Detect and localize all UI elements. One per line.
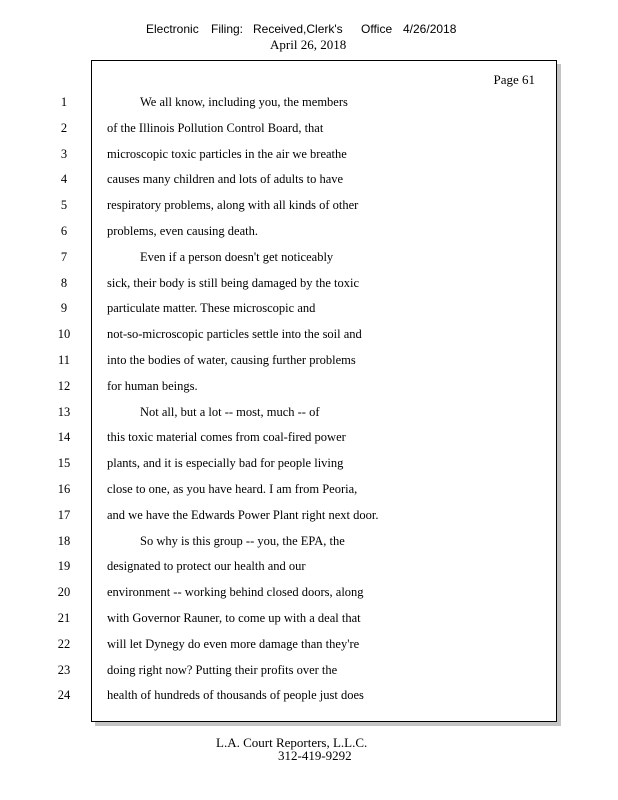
line-number: 19: [57, 559, 71, 574]
transcript-line: plants, and it is especially bad for people living: [107, 456, 344, 471]
transcript-line: health of hundreds of thousands of people just does: [107, 688, 364, 703]
transcript-line: with Governor Rauner, to come up with a deal that: [107, 611, 361, 625]
line-number: 5: [60, 198, 68, 213]
line-number: 16: [57, 482, 71, 496]
transcript-line: microscopic toxic particles in the air we breathe: [107, 146, 347, 161]
transcript-line: will let Dynegy do even more damage than they're: [107, 636, 360, 651]
filing-stamp: [0, 22, 618, 38]
line-number: 17: [57, 507, 71, 522]
stamp-date: 4/26/2018: [403, 22, 457, 36]
page-number: Page 61: [493, 72, 535, 87]
transcript-line: into the bodies of water, causing further problems: [107, 353, 356, 367]
stamp-received: Received,Clerk's: [253, 22, 343, 36]
stamp-office: Office: [361, 22, 393, 36]
line-number: 12: [57, 378, 71, 393]
line-number: 15: [57, 456, 71, 471]
line-number: 21: [57, 611, 71, 625]
line-number: 14: [57, 430, 71, 445]
line-number: 22: [57, 636, 71, 651]
stamp-filing: Filing:: [211, 22, 244, 36]
line-number: 8: [60, 275, 68, 290]
line-number: 18: [57, 533, 71, 548]
line-number: 13: [57, 404, 71, 419]
transcript-line: So why is this group -- you, the EPA, the: [140, 533, 345, 548]
transcript-line: designated to protect our health and our: [107, 559, 306, 574]
transcript-line: We all know, including you, the members: [140, 95, 348, 109]
line-number: 2: [60, 120, 68, 135]
transcript-line: not-so-microscopic particles settle into the soil and: [107, 327, 362, 342]
transcript-line: particulate matter. These microscopic and: [107, 301, 316, 316]
transcript-line: Even if a person doesn't get noticeably: [140, 249, 334, 264]
line-number: 24: [57, 688, 71, 703]
footer-phone: 312-419-9292: [278, 748, 352, 763]
transcript-line: of the Illinois Pollution Control Board, that: [107, 120, 324, 135]
transcript-line: this toxic material comes from coal-fired power: [107, 430, 346, 445]
transcript-line: doing right now? Putting their profits over the: [107, 662, 338, 677]
header-date: April 26, 2018: [270, 37, 347, 52]
transcript-line: and we have the Edwards Power Plant right next door.: [107, 507, 379, 522]
transcript-line: problems, even causing death.: [107, 224, 258, 238]
transcript-line: respiratory problems, along with all kinds of other: [107, 198, 359, 213]
footer-reporter: L.A. Court Reporters, L.L.C.: [216, 735, 368, 750]
line-number: 11: [57, 353, 71, 367]
line-number: 20: [57, 585, 71, 600]
line-number: 7: [60, 249, 68, 264]
transcript-line: sick, their body is still being damaged by the toxic: [107, 275, 360, 290]
line-number: 10: [57, 327, 71, 342]
transcript-line: for human beings.: [107, 378, 198, 393]
line-number: 4: [60, 172, 68, 187]
line-number: 1: [60, 95, 68, 109]
transcript-line: environment -- working behind closed doors, along: [107, 585, 364, 600]
transcript-line: close to one, as you have heard. I am from Peoria,: [107, 482, 358, 496]
stamp-electronic: Electronic: [146, 22, 199, 36]
transcript-line: causes many children and lots of adults to have: [107, 172, 344, 187]
line-number: 6: [60, 224, 68, 238]
line-number: 3: [60, 146, 68, 161]
transcript-line: Not all, but a lot -- most, much -- of: [140, 404, 320, 419]
line-number: 23: [57, 662, 71, 677]
line-number: 9: [60, 301, 68, 316]
